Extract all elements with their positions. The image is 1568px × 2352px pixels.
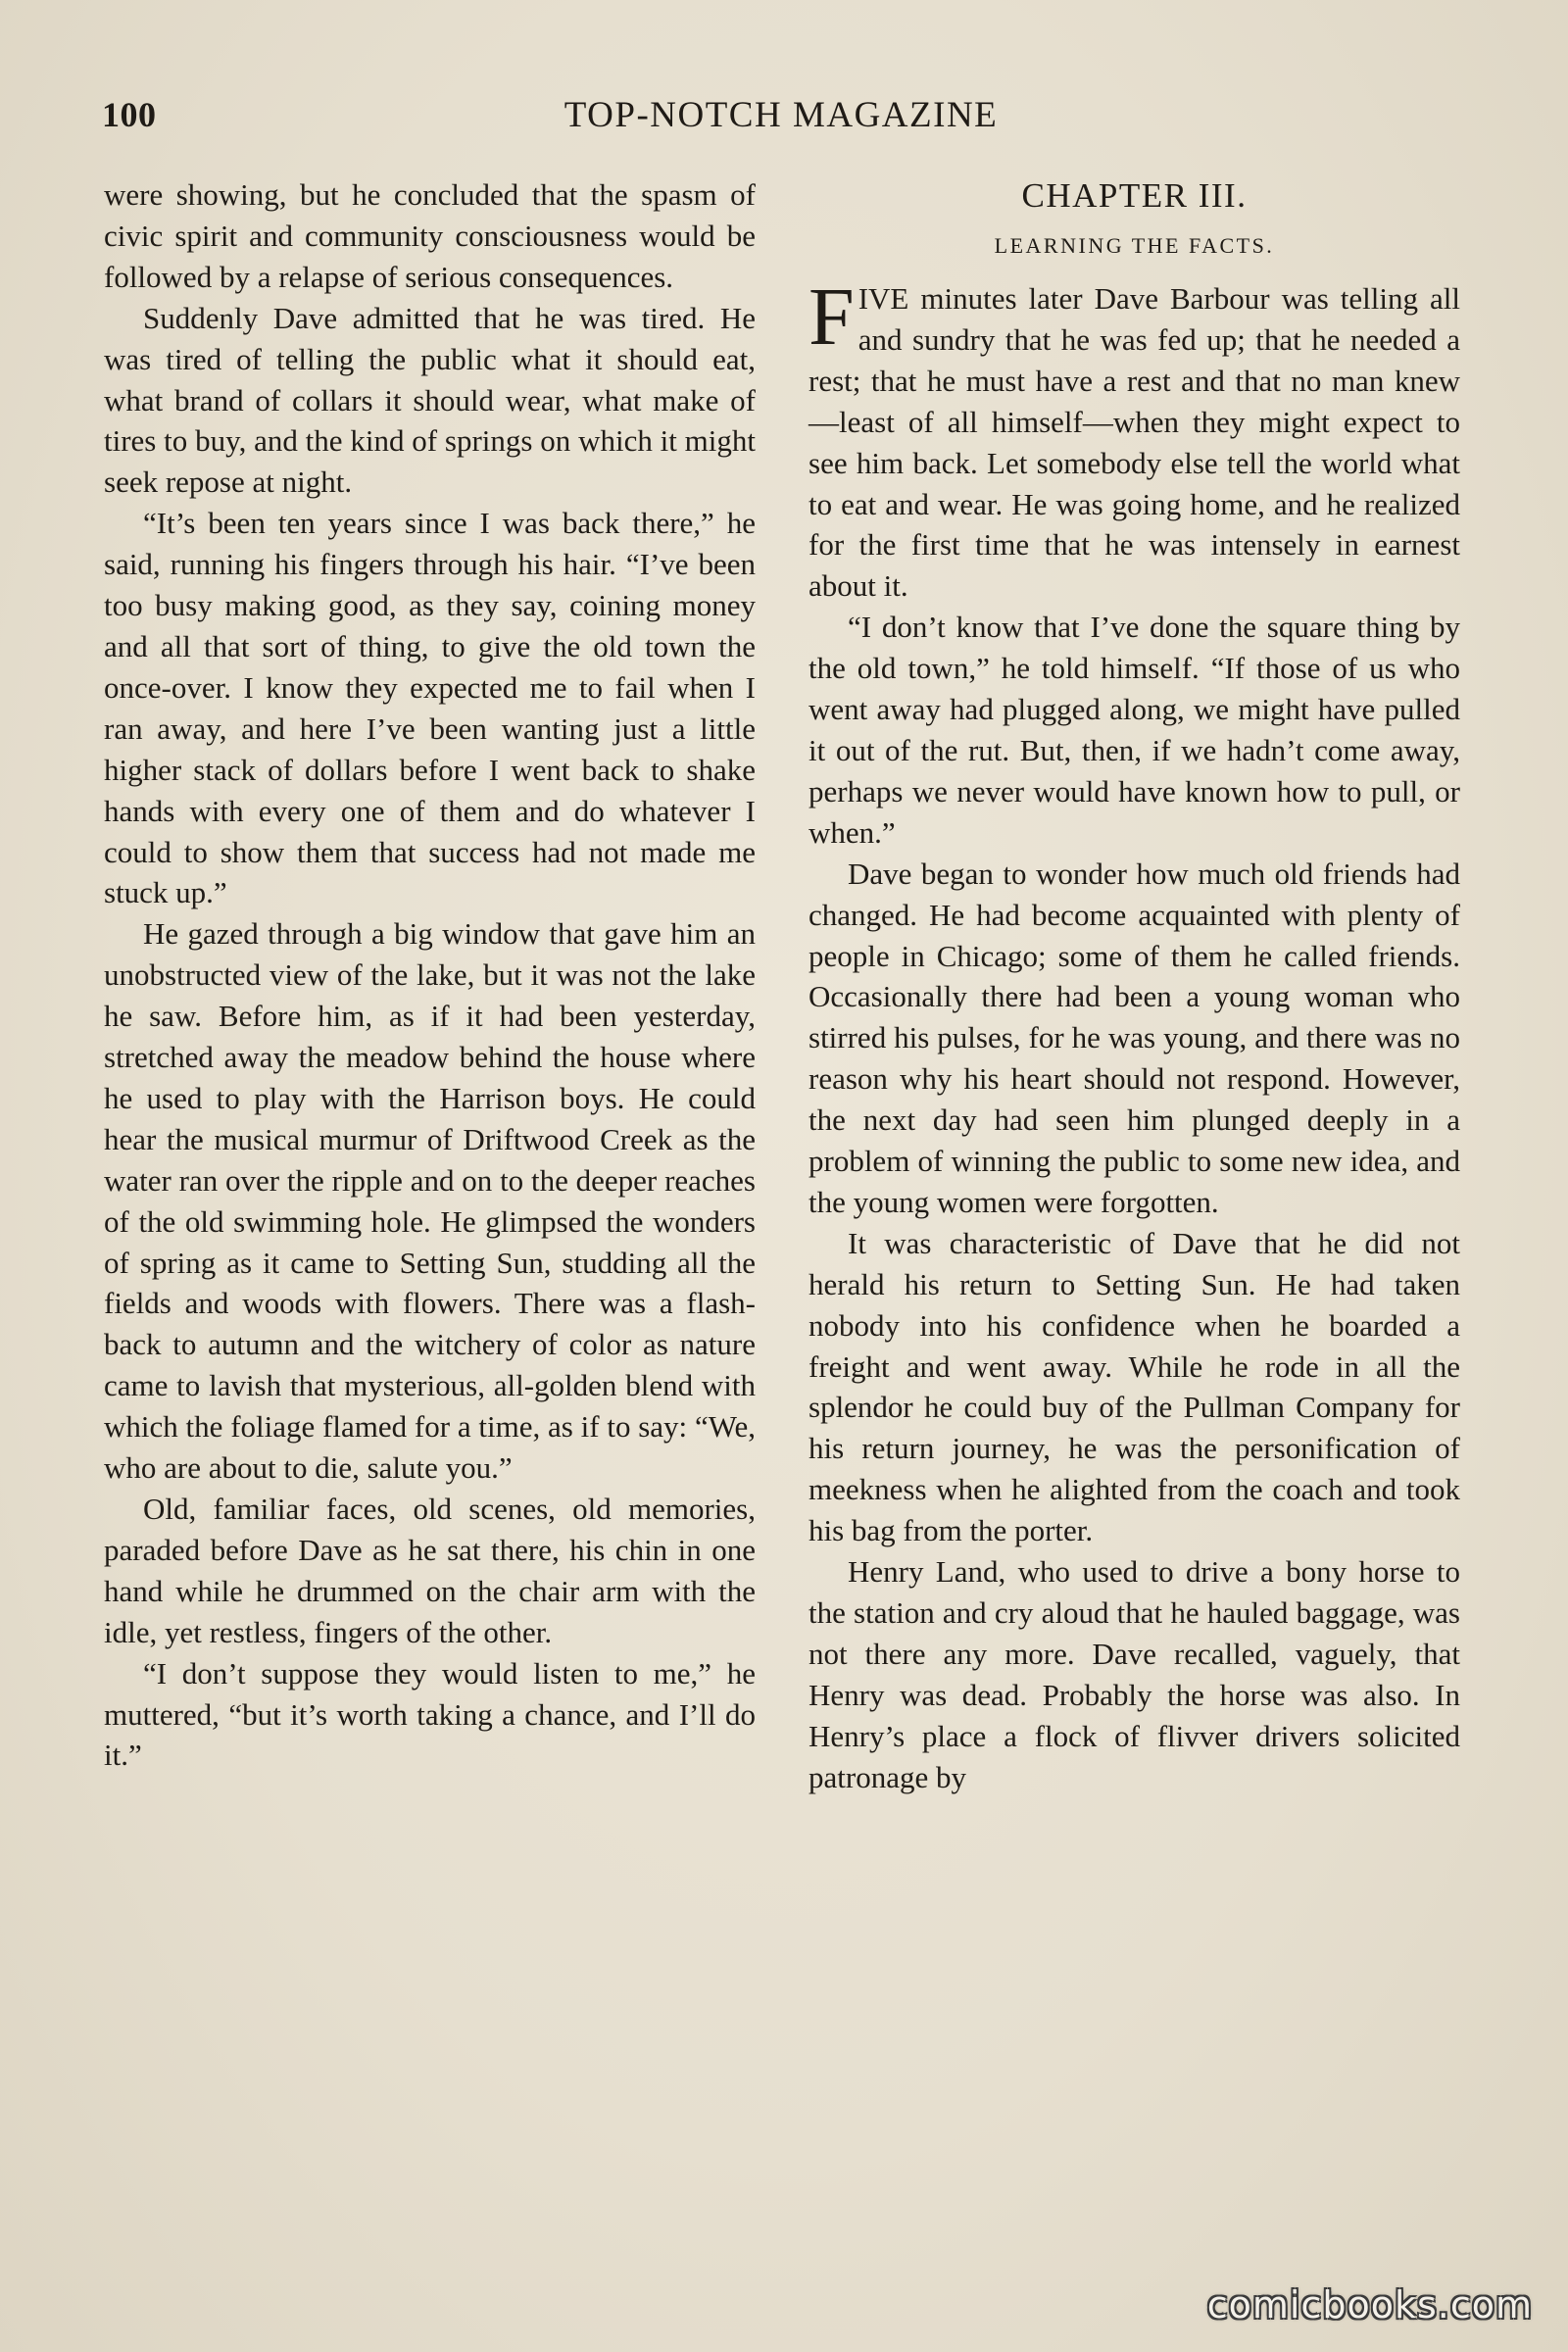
site-watermark: comicbooks.com [1206, 2283, 1533, 2327]
paragraph: Dave began to wonder how much old friends had changed. He had become acquainted with plenty of people in Chicago; some of them he called friends. Occasionally there had been a young woman who stirred his pulses, for he was young, and there was no reason why his heart should not respond. However, the next day had seen him plunged deeply in a problem of winning the public to some new idea, and the young women were forgotten. [808, 856, 1460, 1219]
paragraph: “I don’t know that I’ve done the square thing by the old town,” he told himself. “If those of us who went away had plugged along, we might have pulled it out of the rut. But, then, if we hadn’t come away, perhaps we never would have known how to pull, or when.” [808, 610, 1460, 850]
drop-cap: F [808, 271, 855, 363]
opening-paragraph-text: IVE minutes later Dave Barbour was telling all and sundry that he was fed up; that he needed a rest; that he must have a rest and that no man knew —least of all himself—when they might expect to see him back. Let somebody else tell the world what to eat and wear. He was going home, and he realized for the first time that he was intensely in earnest about it. [808, 281, 1460, 604]
paragraph: Suddenly Dave admitted that he was tired. He was tired of telling the public what it should eat, what brand of collars it should wear, what make of tires to buy, and the kind of springs on which it might seek repose at night. [104, 300, 756, 500]
paragraph: It was characteristic of Dave that he did not herald his return to Setting Sun. He had taken nobody into his confidence when he boarded a freight and went away. While he rode in all the splendor he could buy of the Pullman Company for his return journey, he was the personification of meekness when he alighted from the coach and took his bag from the porter. [808, 1225, 1460, 1548]
running-head: TOP-NOTCH MAGAZINE [564, 95, 999, 135]
paragraph: “It’s been ten years since I was back there,” he said, running his fingers through his hair. “I’ve been too busy making good, as they say, coining money and all that sort of thing, to give the old town the once-over. I know they expected me to fail when I ran away, and here I’ve been wanting just a little higher stack of dollars before I went back to shake hands with every one of them and do whatever I could to show them that success had not made me stuck up.” [104, 506, 756, 910]
right-column [808, 174, 1460, 1798]
page-header [102, 94, 1460, 145]
chapter-title: CHAPTER III. [1021, 176, 1248, 215]
paragraph: were showing, but he concluded that the spasm of civic spirit and community consciousness would be followed by a relapse of serious consequences. [104, 177, 756, 294]
chapter-opening-paragraph [808, 271, 1460, 607]
paragraph: Henry Land, who used to drive a bony horse to the station and cry aloud that he hauled baggage, was not there any more. Dave recalled, vaguely, that Henry was dead. Probably the horse was also. In Henry’s place a flock of flivver drivers solicited patronage by [808, 1554, 1460, 1794]
paragraph: “I don’t suppose they would listen to me,” he muttered, “but it’s worth taking a chance, and I’ll do it.” [104, 1655, 756, 1773]
page-number: 100 [102, 95, 157, 134]
chapter-subtitle: LEARNING THE FACTS. [994, 233, 1275, 258]
paragraph: Old, familiar faces, old scenes, old memories, paraded before Dave as he sat there, his chin in one hand while he drummed on the chair arm with the idle, yet restless, fingers of the other. [104, 1492, 756, 1649]
left-column [104, 174, 756, 1776]
paragraph: He gazed through a big window that gave him an unobstructed view of the lake, but it was not the lake he saw. Before him, as if it had been yesterday, stretched away the meadow behind the house where he used to play with the Harrison boys. He could hear the musical murmur of Driftwood Creek as the water ran over the ripple and on to the deeper reaches of the old swimming hole. He glimpsed the wonders of spring as it came to Setting Sun, studding all the fields and woods with flowers. There was a flash-back to autumn and the witchery of color as nature came to lavish that mysterious, all-golden blend with which the foliage flamed for a time, as if to say: “We, who are about to die, salute you.” [104, 916, 756, 1486]
